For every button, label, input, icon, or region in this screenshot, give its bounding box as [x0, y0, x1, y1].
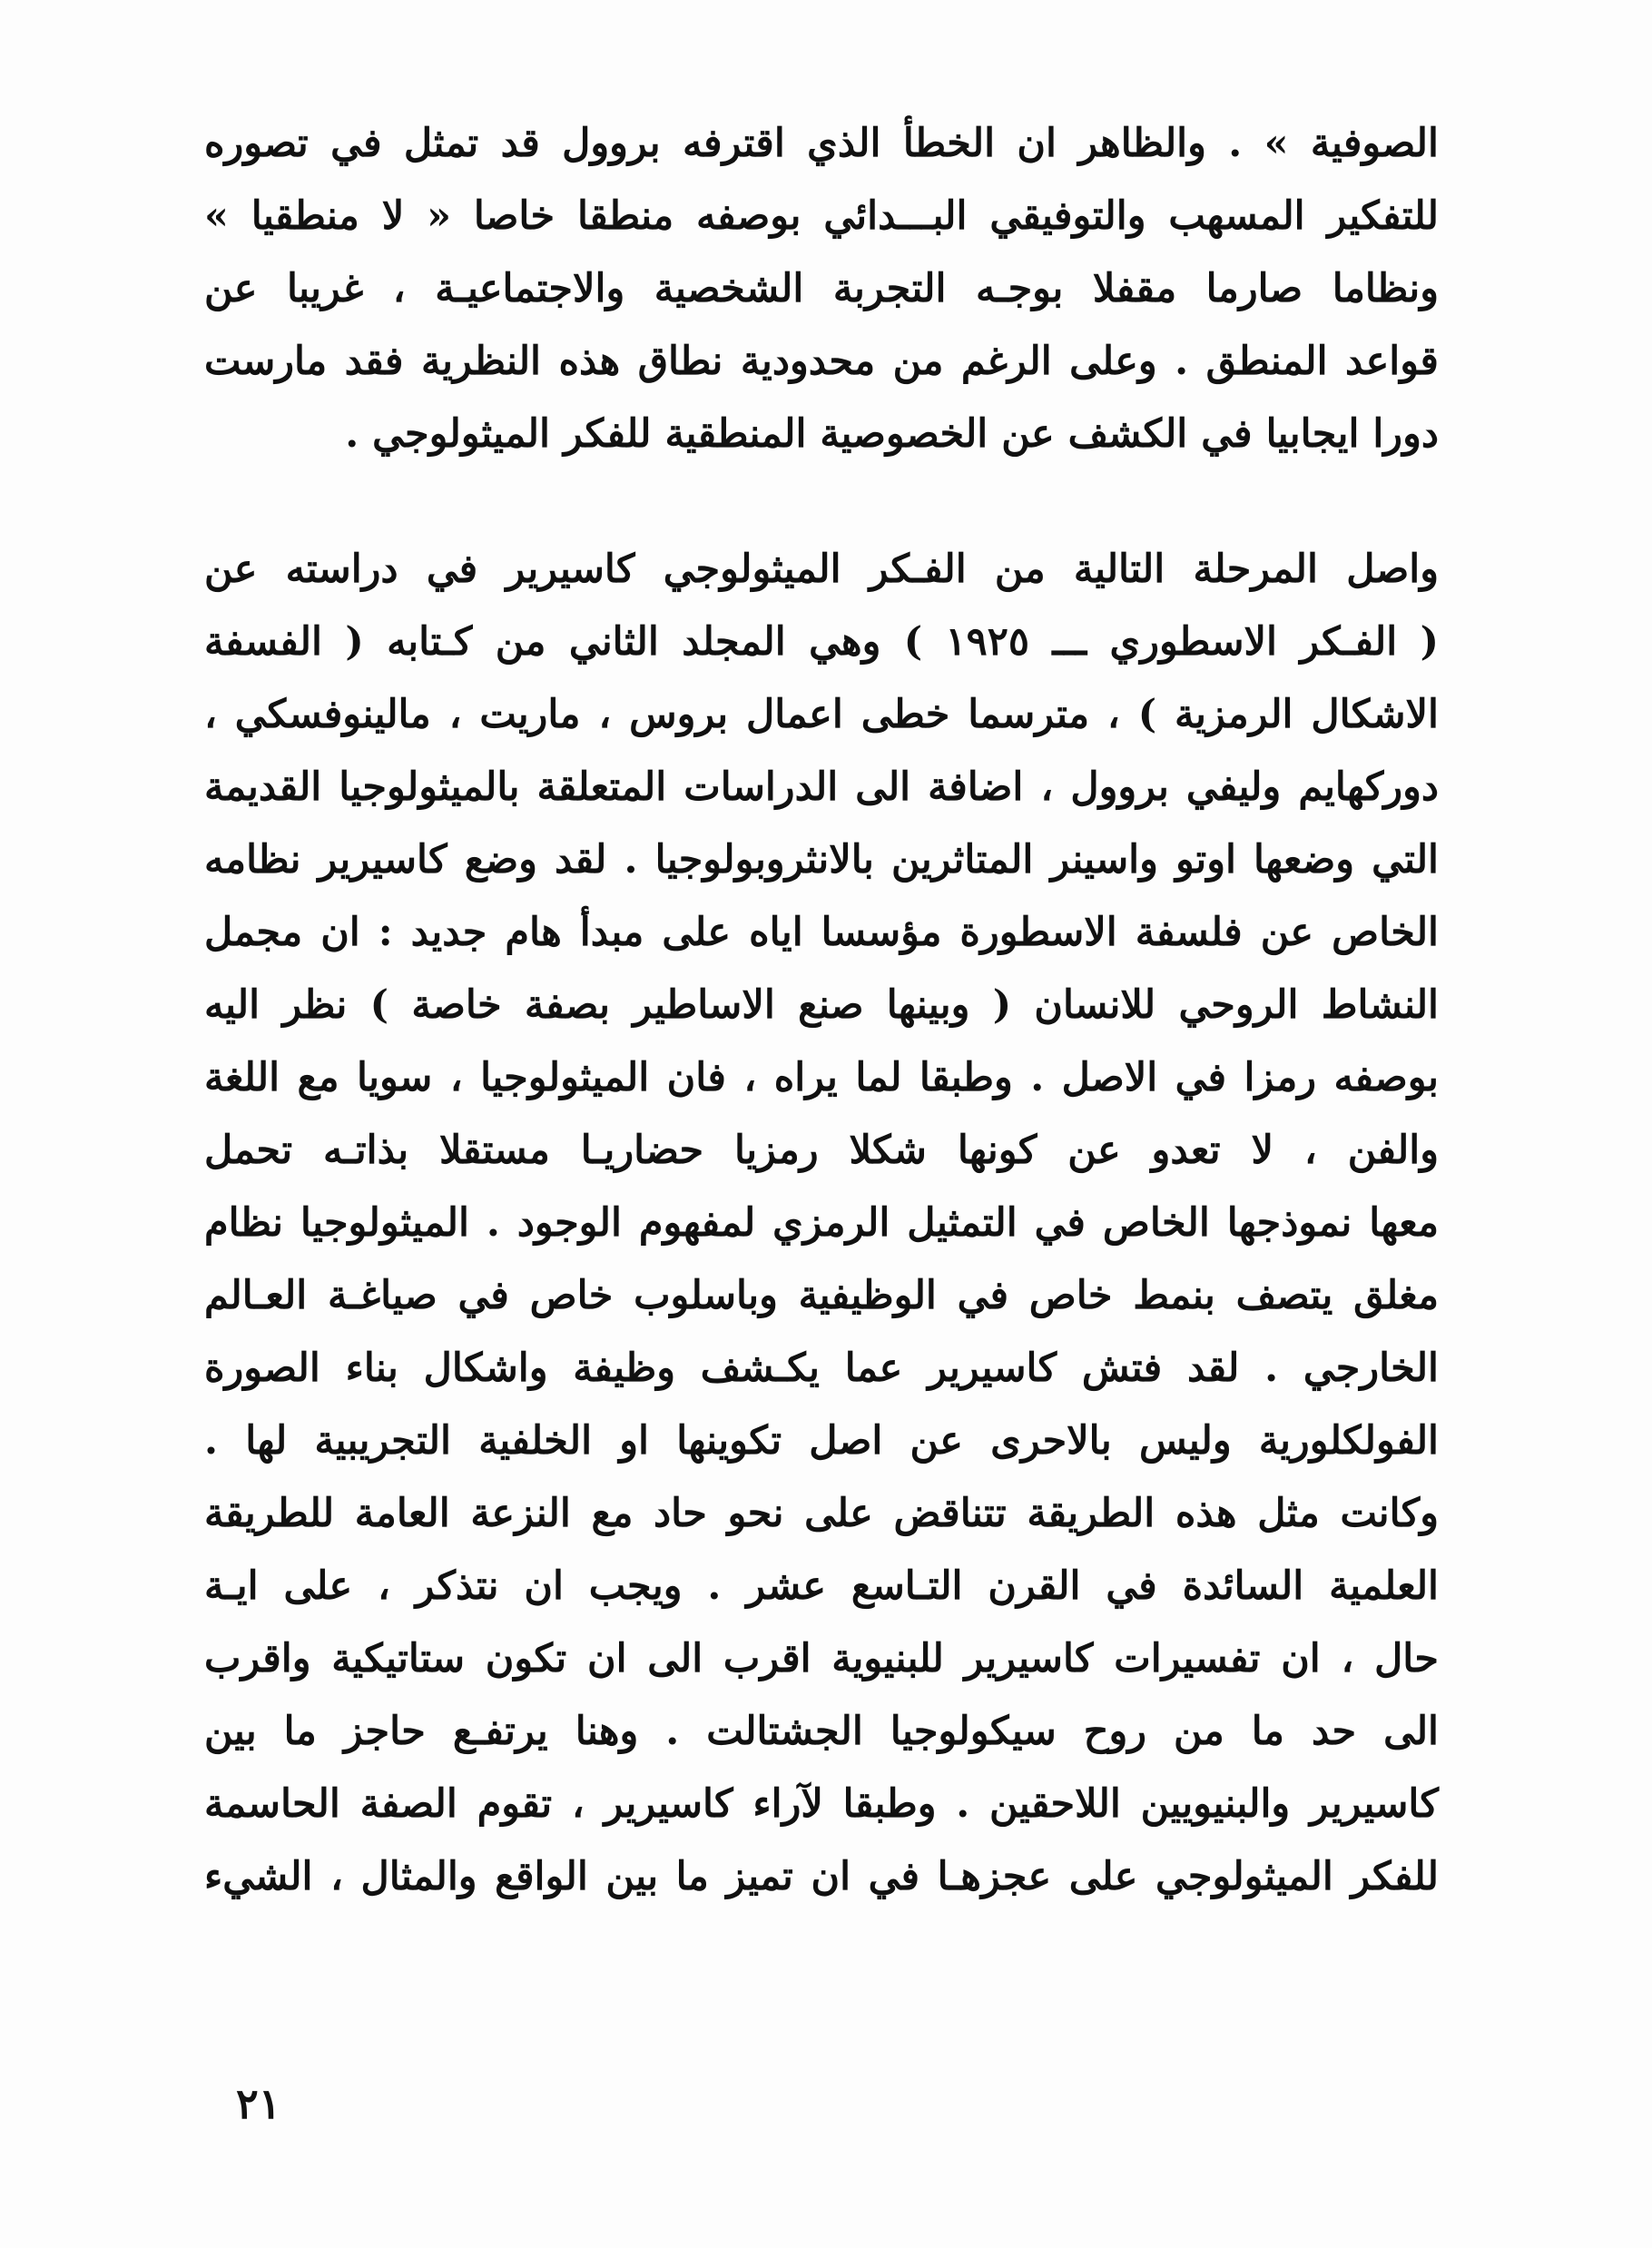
text-line: دورا ايجابيا في الكشف عن الخصوصية المنطقية للفكر الميثولوجي . [345, 411, 1439, 457]
text-line: للتفكير المسهب والتوفيقي البـــدائي بوصفه منطقا خاصا « لا منطقيا » [204, 193, 1439, 239]
text-line: الفولكلورية وليس بالاحرى عن اصل تكوينها او الخلفية التجريبية لها . [204, 1418, 1439, 1464]
text-line: والفن ، لا تعدو عن كونها شكلا رمزيا حضاريـا مستقلا بذاتـه تحمل [204, 1128, 1439, 1173]
text-line: وكانت مثل هذه الطريقة تتناقض على نحو حاد مع النزعة العامة للطريقة [204, 1491, 1439, 1536]
page-number: ٢١ [236, 2079, 281, 2128]
text-line: قواعد المنطق . وعلى الرغم من محدودية نطاق هذه النظرية فقد مارست [204, 339, 1439, 384]
text-line: التي وضعها اوتو واسينر المتاثرين بالانثروبولوجيا . لقد وضع كاسيرير نظامه [204, 837, 1439, 882]
text-line: معها نموذجها الخاص في التمثيل الرمزي لمفهوم الوجود . الميثولوجيا نظام [204, 1200, 1439, 1246]
text-line: الى حد ما من روح سيكولوجيا الجشتالت . وهنا يرتفـع حاجز ما بين [204, 1709, 1439, 1754]
paragraph-2 [204, 533, 1439, 1913]
paragraph-1 [204, 107, 1439, 470]
text-line: ونظاما صارما مقفلا بوجـه التجربة الشخصية والاجتماعيـة ، غريبا عن [204, 266, 1439, 311]
text-line: بوصفه رمزا في الاصل . وطبقا لما يراه ، فان الميثولوجيا ، سويا مع اللغة [204, 1055, 1439, 1100]
text-line: مغلق يتصف بنمط خاص في الوظيفية وباسلوب خاص في صياغـة العـالم [204, 1273, 1439, 1318]
text-line: حال ، ان تفسيرات كاسيرير للبنيوية اقرب الى ان تكون ستاتيكية واقرب [204, 1636, 1439, 1681]
text-line: النشاط الروحي للانسان ( وبينها صنع الاساطير بصفة خاصة ) نظر اليه [204, 982, 1439, 1028]
text-line: واصل المرحلة التالية من الفـكر الميثولوجي كاسيرير في دراسته عن [204, 547, 1439, 592]
text-line: دوركهايم وليفي بروول ، اضافة الى الدراسات المتعلقة بالميثولوجيا القديمة [204, 764, 1439, 810]
text-line: الخارجي . لقد فتش كاسيرير عما يكـشف وظيفة واشكال بناء الصورة [204, 1346, 1439, 1391]
text-line: العلمية السائدة في القرن التـاسع عشر . ويجب ان نتذكر ، على ايـة [204, 1563, 1439, 1609]
text-line: الصوفية » . والظاهر ان الخطأ الذي اقترفه بروول قد تمثل في تصوره [204, 121, 1439, 166]
text-line: ( الفـكر الاسطوري ـــ ١٩٢٥ ) وهي المجلد الثاني من كـتابه ( الفسفة [204, 619, 1439, 665]
text-line: كاسيرير والبنيويين اللاحقين . وطبقا لآراء كاسيرير ، تقوم الصفة الحاسمة [204, 1781, 1439, 1827]
text-line: الاشكال الرمزية ) ، مترسما خطى اعمال بروس ، ماريت ، مالينوفسكي ، [204, 692, 1439, 737]
text-line: للفكر الميثولوجي على عجزهـا في ان تميز ما بين الواقع والمثال ، الشيء [204, 1854, 1439, 1899]
text-line: الخاص عن فلسفة الاسطورة مؤسسا اياه على مبدأ هام جديد : ان مجمل [204, 910, 1439, 955]
